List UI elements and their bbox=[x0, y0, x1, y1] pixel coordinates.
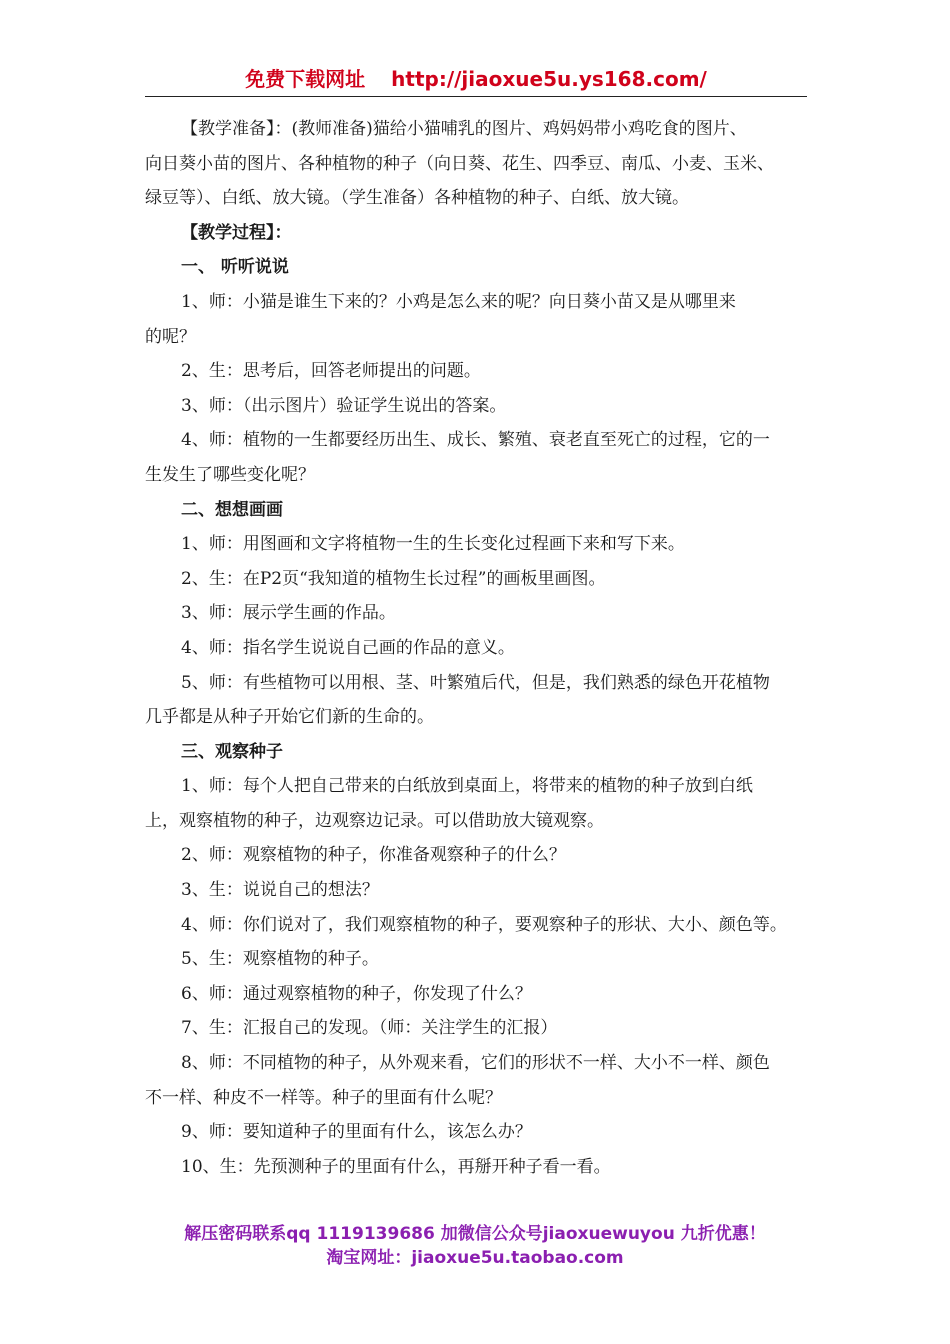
section-heading: 一、 听听说说 bbox=[181, 257, 289, 278]
paragraph-line: 5、师：有些植物可以用根、茎、叶繁殖后代，但是，我们熟悉的绿色开花植物 bbox=[181, 672, 770, 693]
section-heading: 三、观察种子 bbox=[181, 741, 283, 762]
paragraph-line: 上，观察植物的种子，边观察边记录。可以借助放大镜观察。 bbox=[145, 810, 604, 831]
header-label: 免费下载网址 bbox=[245, 67, 366, 91]
paragraph-line: 3、生：说说自己的想法？ bbox=[181, 880, 379, 901]
paragraph-line: 2、师：观察植物的种子，你准备观察种子的什么？ bbox=[181, 845, 566, 866]
paragraph-line: 5、生：观察植物的种子。 bbox=[181, 949, 379, 970]
paragraph-line: 4、师：指名学生说说自己画的作品的意义。 bbox=[181, 637, 515, 658]
footer-shop-link[interactable]: 淘宝网址：jiaoxue5u.taobao.com bbox=[326, 1248, 624, 1268]
paragraph-line: 生发生了哪些变化呢？ bbox=[145, 464, 315, 485]
paragraph-line: 7、生：汇报自己的发现。（师：关注学生的汇报） bbox=[181, 1018, 558, 1039]
paragraph-line: 【教学准备】：(教师准备)猫给小猫哺乳的图片、鸡妈妈带小鸡吃食的图片、 bbox=[181, 119, 747, 139]
section-heading: 二、想想画画 bbox=[181, 499, 283, 520]
paragraph-line: 几乎都是从种子开始它们新的生命的。 bbox=[145, 707, 434, 728]
paragraph-line: 向日葵小苗的图片、各种植物的种子（向日葵、花生、四季豆、南瓜、小麦、玉米、 bbox=[145, 153, 774, 174]
paragraph-line: 10、生：先预测种子的里面有什么，再掰开种子看一看。 bbox=[181, 1156, 611, 1177]
document-body bbox=[145, 112, 807, 1184]
paragraph-line: 4、师：你们说对了，我们观察植物的种子，要观察种子的形状、大小、颜色等。 bbox=[181, 914, 787, 935]
paragraph-line: 的呢？ bbox=[145, 326, 196, 347]
paragraph-line: 3、师：展示学生画的作品。 bbox=[181, 603, 396, 624]
paragraph-line: 2、生：在P2页“我知道的植物生长过程”的画板里画图。 bbox=[181, 568, 606, 589]
paragraph-line: 6、师：通过观察植物的种子，你发现了什么？ bbox=[181, 983, 532, 1004]
paragraph-line: 1、师：用图画和文字将植物一生的生长变化过程画下来和写下来。 bbox=[181, 534, 685, 555]
paragraph-line: 1、师：小猫是谁生下来的？小鸡是怎么来的呢？向日葵小苗又是从哪里来 bbox=[181, 291, 736, 312]
paragraph-line: 绿豆等）、白纸、放大镜。（学生准备）各种植物的种子、白纸、放大镜。 bbox=[145, 188, 689, 209]
paragraph-line: 不一样、种皮不一样等。种子的里面有什么呢？ bbox=[145, 1087, 502, 1108]
page-header bbox=[145, 64, 807, 97]
header-url-link[interactable]: http://jiaoxue5u.ys168.com/ bbox=[391, 67, 707, 91]
paragraph-line: 8、师：不同植物的种子，从外观来看，它们的形状不一样、大小不一样、颜色 bbox=[181, 1053, 770, 1074]
footer-contact-line: 解压密码联系qq 1119139686 加微信公众号jiaoxuewuyou 九折优惠！ bbox=[184, 1224, 766, 1244]
paragraph-line: 1、师：每个人把自己带来的白纸放到桌面上，将带来的植物的种子放到白纸 bbox=[181, 776, 753, 797]
paragraph-line: 9、师：要知道种子的里面有什么，该怎么办？ bbox=[181, 1122, 532, 1143]
paragraph-line: 3、师：（出示图片）验证学生说出的答案。 bbox=[181, 395, 507, 416]
paragraph-line: 4、师：植物的一生都要经历出生、成长、繁殖、衰老直至死亡的过程，它的一 bbox=[181, 430, 770, 451]
section-heading: 【教学过程】： bbox=[181, 222, 292, 243]
paragraph-line: 2、生：思考后，回答老师提出的问题。 bbox=[181, 361, 481, 382]
